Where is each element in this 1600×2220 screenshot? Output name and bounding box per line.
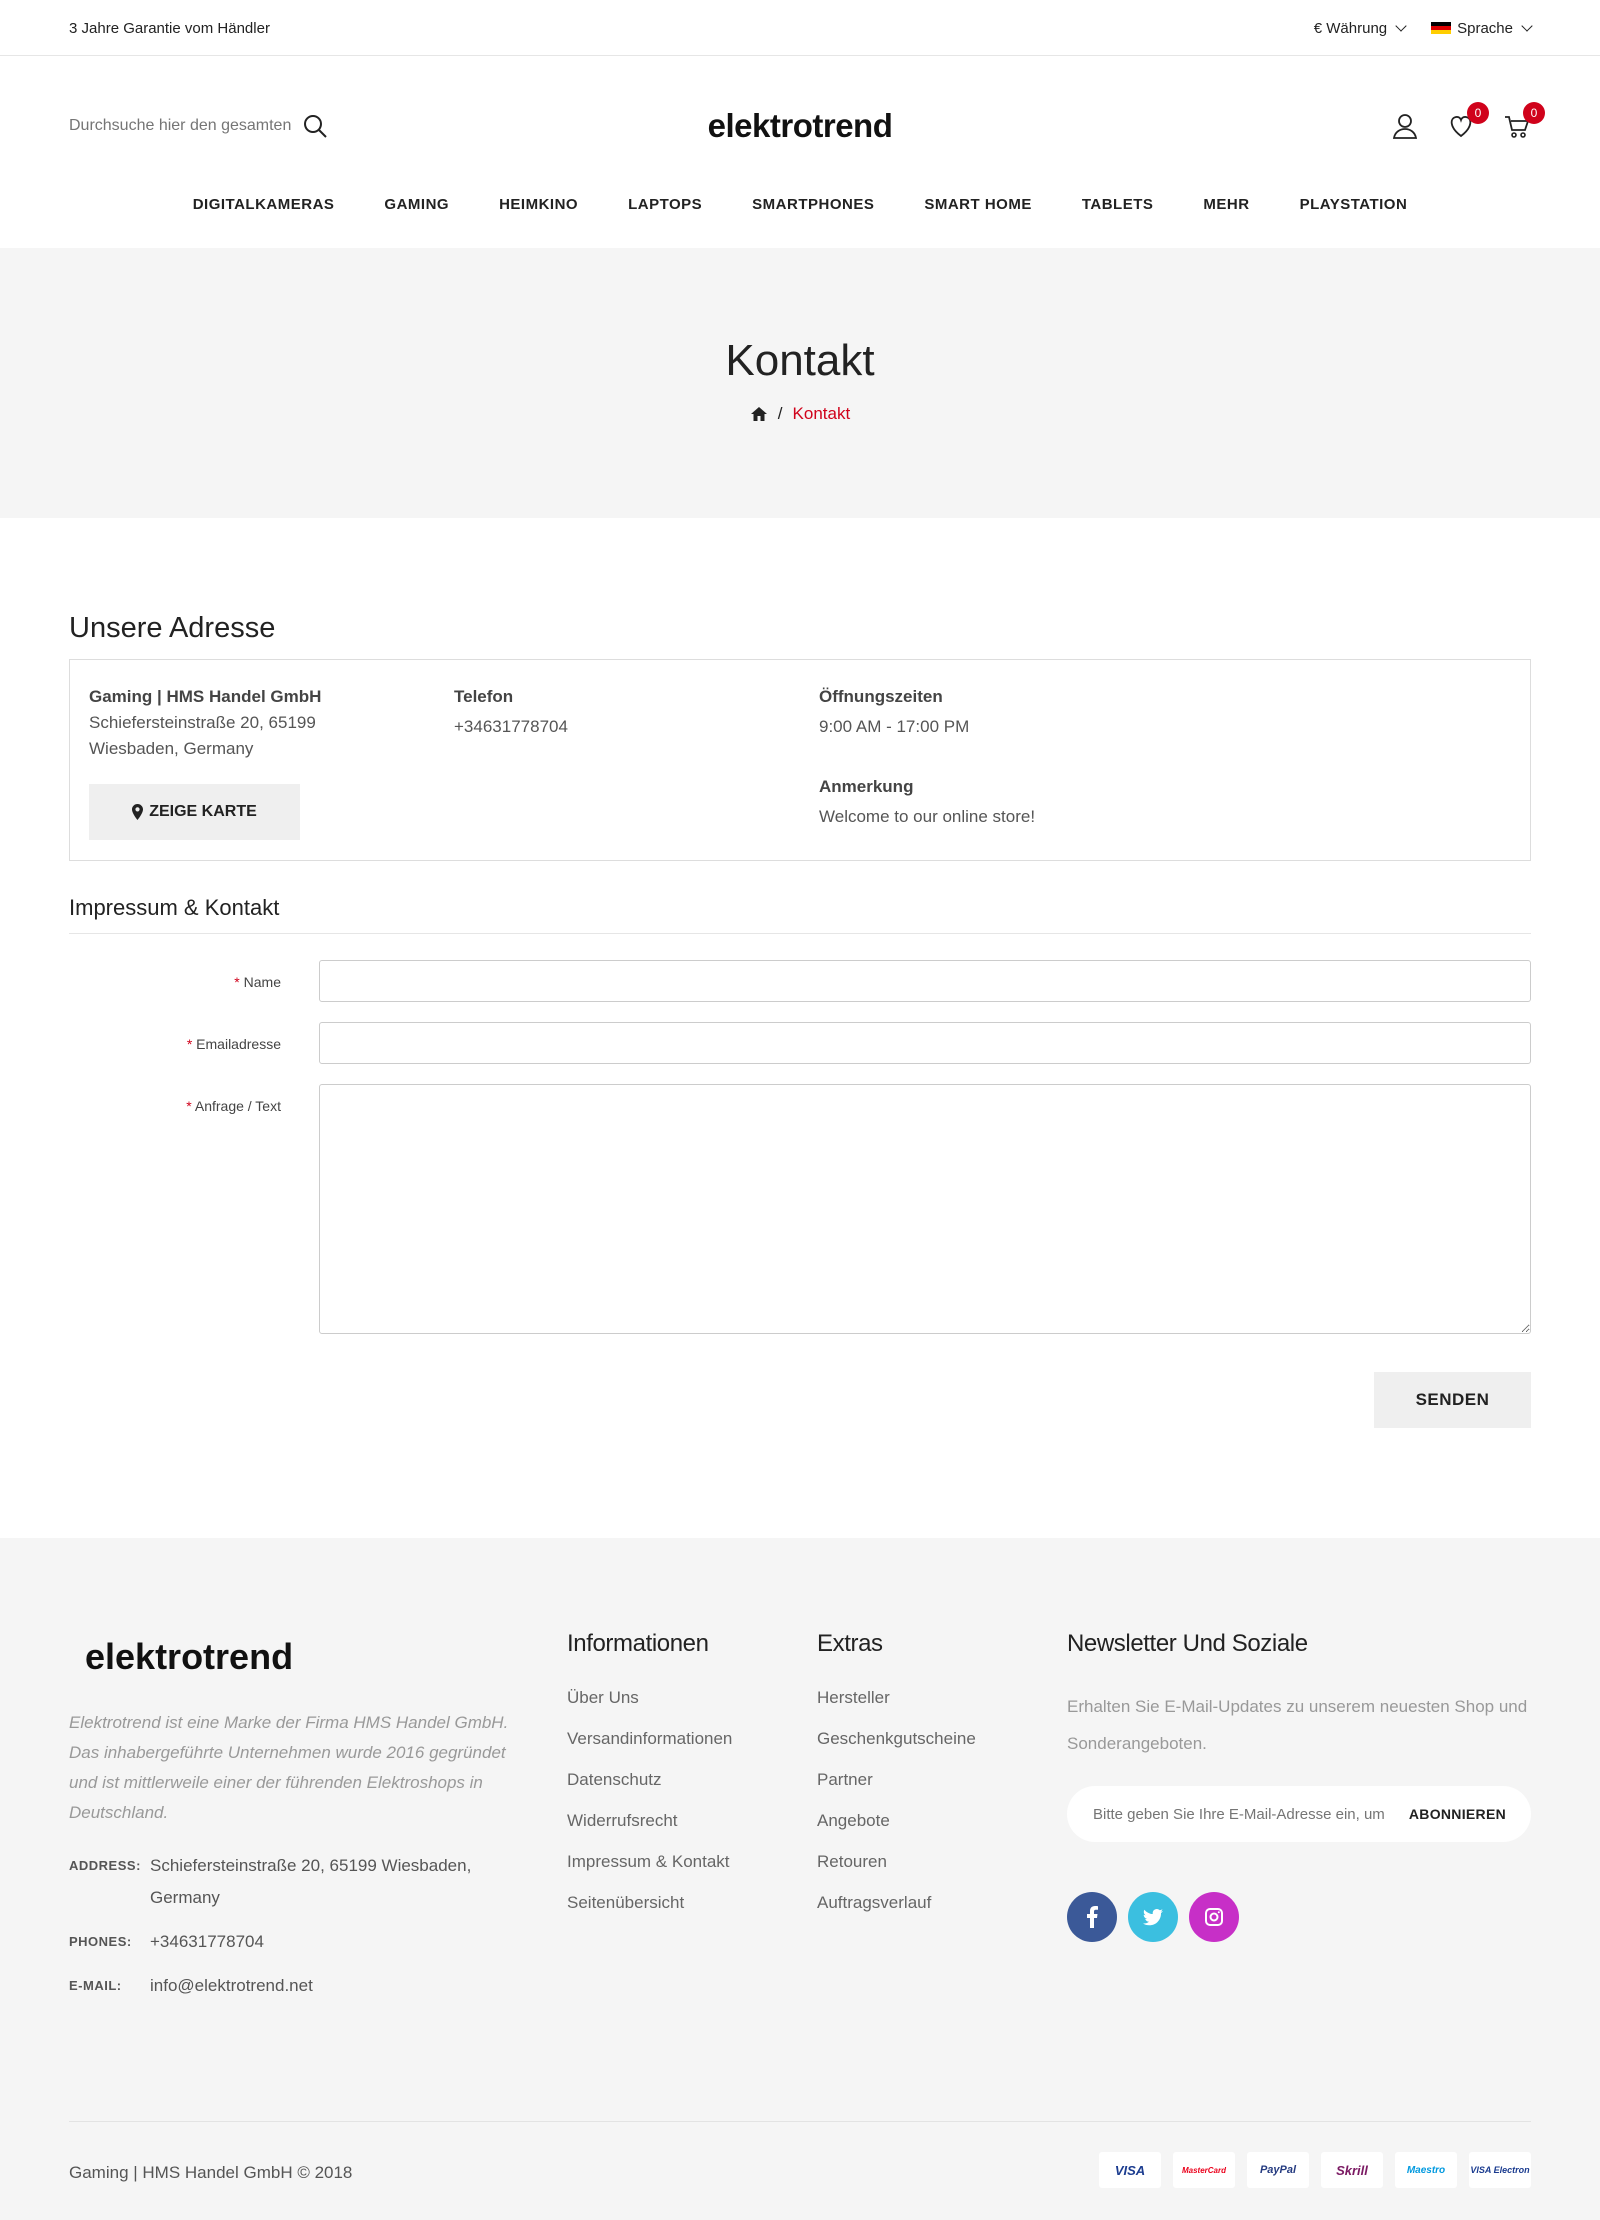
name-label-text: Name xyxy=(243,974,281,990)
contact-form-title: Impressum & Kontakt xyxy=(69,895,1531,934)
footer-description: Elektrotrend ist eine Marke der Firma HMS Handel GmbH. Das inhabergeführte Unternehmen wurde 2016 gegründet und ist mittlerweile einer der führenden Elektroshops in Deutschland. xyxy=(69,1713,509,1822)
address-title: Unsere Adresse xyxy=(69,612,276,644)
email-row xyxy=(69,1022,1531,1064)
email-key: E-MAIL: xyxy=(69,1978,122,1993)
site-logo[interactable]: elektrotrend xyxy=(707,107,893,144)
nav-item[interactable]: MEHR xyxy=(1203,196,1250,213)
nav-item[interactable]: SMARTPHONES xyxy=(752,196,875,213)
instagram-icon[interactable] xyxy=(1189,1892,1239,1942)
user-icon[interactable] xyxy=(1391,112,1419,140)
nav-item[interactable]: GAMING xyxy=(384,196,450,213)
german-flag-icon xyxy=(1431,22,1451,35)
email-label xyxy=(69,1022,319,1064)
company-column xyxy=(89,684,454,836)
payment-methods xyxy=(1099,2152,1531,2188)
currency-dropdown[interactable] xyxy=(1314,20,1405,37)
send-button[interactable]: SENDEN xyxy=(1374,1372,1531,1428)
name-input[interactable] xyxy=(319,960,1531,1002)
phones-value: +34631778704 xyxy=(150,1932,264,1951)
info-link[interactable]: Datenschutz xyxy=(567,1770,662,1789)
info-heading: Informationen xyxy=(567,1630,709,1657)
name-row xyxy=(69,960,1531,1002)
message-textarea[interactable] xyxy=(319,1084,1531,1334)
email-label-text: Emailadresse xyxy=(196,1036,281,1052)
wishlist-count-badge: 0 xyxy=(1467,102,1489,124)
nav-item[interactable]: HEIMKINO xyxy=(499,196,579,213)
info-link[interactable]: Widerrufsrecht xyxy=(567,1811,678,1830)
hours-column xyxy=(819,684,1035,836)
language-dropdown[interactable] xyxy=(1431,20,1531,37)
footer xyxy=(0,1538,1600,2220)
company-city: Wiesbaden, Germany xyxy=(89,739,254,758)
company-street: Schiefersteinstraße 20, 65199 xyxy=(89,713,316,732)
page-banner xyxy=(0,248,1600,518)
breadcrumb-current: Kontakt xyxy=(792,404,851,423)
main-nav xyxy=(0,196,1600,248)
currency-label: € Währung xyxy=(1313,19,1388,37)
page-title: Kontakt xyxy=(725,336,875,385)
footer-extras xyxy=(817,1630,1067,2014)
phone-column xyxy=(454,684,819,836)
extras-link[interactable]: Angebote xyxy=(817,1811,890,1830)
search-box xyxy=(69,113,339,139)
subscribe-form xyxy=(1067,1786,1531,1842)
show-map-label: ZEIGE KARTE xyxy=(149,803,257,820)
info-link[interactable]: Seitenübersicht xyxy=(567,1893,685,1912)
chevron-down-icon xyxy=(1521,20,1532,31)
maestro-icon: Maestro xyxy=(1395,2152,1457,2188)
nav-item[interactable]: DIGITALKAMERAS xyxy=(192,196,335,213)
show-map-button[interactable] xyxy=(89,784,300,840)
footer-bottom xyxy=(69,2121,1531,2188)
name-label xyxy=(69,960,319,1002)
note-label: Anmerkung xyxy=(819,777,914,796)
breadcrumb xyxy=(0,404,1600,424)
language-label: Sprache xyxy=(1457,19,1513,37)
skrill-icon: Skrill xyxy=(1321,2152,1383,2188)
info-link[interactable]: Über Uns xyxy=(567,1688,639,1707)
extras-link[interactable]: Auftragsverlauf xyxy=(817,1893,932,1912)
newsletter-heading: Newsletter Und Soziale xyxy=(1067,1630,1308,1657)
twitter-icon[interactable] xyxy=(1128,1892,1178,1942)
footer-info xyxy=(567,1630,817,2014)
extras-heading: Extras xyxy=(817,1630,883,1657)
paypal-icon: PayPal xyxy=(1247,2152,1309,2188)
newsletter-text: Erhalten Sie E-Mail-Updates zu unserem neuesten Shop und Sonderangeboten. xyxy=(1067,1697,1528,1753)
address-box xyxy=(69,659,1531,861)
top-bar xyxy=(0,0,1600,56)
cart-count-badge: 0 xyxy=(1523,102,1545,124)
required-marker: * xyxy=(186,1036,193,1052)
note-value: Welcome to our online store! xyxy=(819,807,1036,826)
copyright: Gaming | HMS Handel GmbH © 2018 xyxy=(69,2163,353,2182)
info-link[interactable]: Versandinformationen xyxy=(567,1729,733,1748)
social-links xyxy=(1067,1892,1531,1942)
guarantee-text: 3 Jahre Garantie vom Händler xyxy=(69,19,270,37)
header xyxy=(0,56,1600,196)
cart-button[interactable] xyxy=(1503,106,1538,140)
footer-contact xyxy=(69,1850,567,2002)
newsletter-email-input[interactable] xyxy=(1093,1806,1409,1823)
hours-value: 9:00 AM - 17:00 PM xyxy=(819,717,970,736)
wishlist-button[interactable] xyxy=(1447,106,1482,140)
address-value: Schiefersteinstraße 20, 65199 Wiesbaden, Germany xyxy=(150,1856,472,1907)
email-value[interactable]: info@elektrotrend.net xyxy=(150,1976,313,1995)
required-marker: * xyxy=(234,974,240,990)
search-input[interactable] xyxy=(69,117,294,135)
map-marker-icon xyxy=(132,804,143,820)
facebook-icon[interactable] xyxy=(1067,1892,1117,1942)
mastercard-icon: MasterCard xyxy=(1173,2152,1235,2188)
email-input[interactable] xyxy=(319,1022,1531,1064)
text-label-text: Anfrage / Text xyxy=(194,1098,281,1114)
visa-icon: VISA xyxy=(1099,2152,1161,2188)
nav-item[interactable]: SMART HOME xyxy=(924,196,1032,213)
phones-key: PHONES: xyxy=(69,1934,132,1949)
chevron-down-icon xyxy=(1395,20,1406,31)
breadcrumb-separator: / xyxy=(777,404,783,423)
extras-link[interactable]: Geschenkgutscheine xyxy=(817,1729,976,1748)
visa-electron-icon: VISA Electron xyxy=(1469,2152,1531,2188)
footer-about xyxy=(69,1630,567,2014)
nav-item[interactable]: PLAYSTATION xyxy=(1299,196,1408,213)
required-marker: * xyxy=(186,1098,192,1114)
nav-item[interactable]: LAPTOPS xyxy=(628,196,703,213)
extras-link[interactable]: Retouren xyxy=(817,1852,887,1871)
hours-label: Öffnungszeiten xyxy=(819,687,943,706)
address-key: ADDRESS: xyxy=(69,1858,141,1873)
info-link[interactable]: Impressum & Kontakt xyxy=(567,1852,730,1871)
extras-link[interactable]: Hersteller xyxy=(817,1688,890,1707)
footer-newsletter xyxy=(1067,1630,1531,2014)
home-icon[interactable] xyxy=(750,406,768,422)
text-label xyxy=(69,1084,319,1334)
subscribe-button[interactable]: ABONNIEREN xyxy=(1409,1806,1528,1822)
phone-label: Telefon xyxy=(454,687,514,706)
search-icon[interactable] xyxy=(302,113,328,139)
company-name: Gaming | HMS Handel GmbH xyxy=(89,687,322,706)
text-row xyxy=(69,1084,1531,1334)
nav-item[interactable]: TABLETS xyxy=(1081,196,1154,213)
footer-logo[interactable]: elektrotrend xyxy=(85,1636,294,1677)
phone-value: +34631778704 xyxy=(454,717,568,736)
extras-link[interactable]: Partner xyxy=(817,1770,873,1789)
